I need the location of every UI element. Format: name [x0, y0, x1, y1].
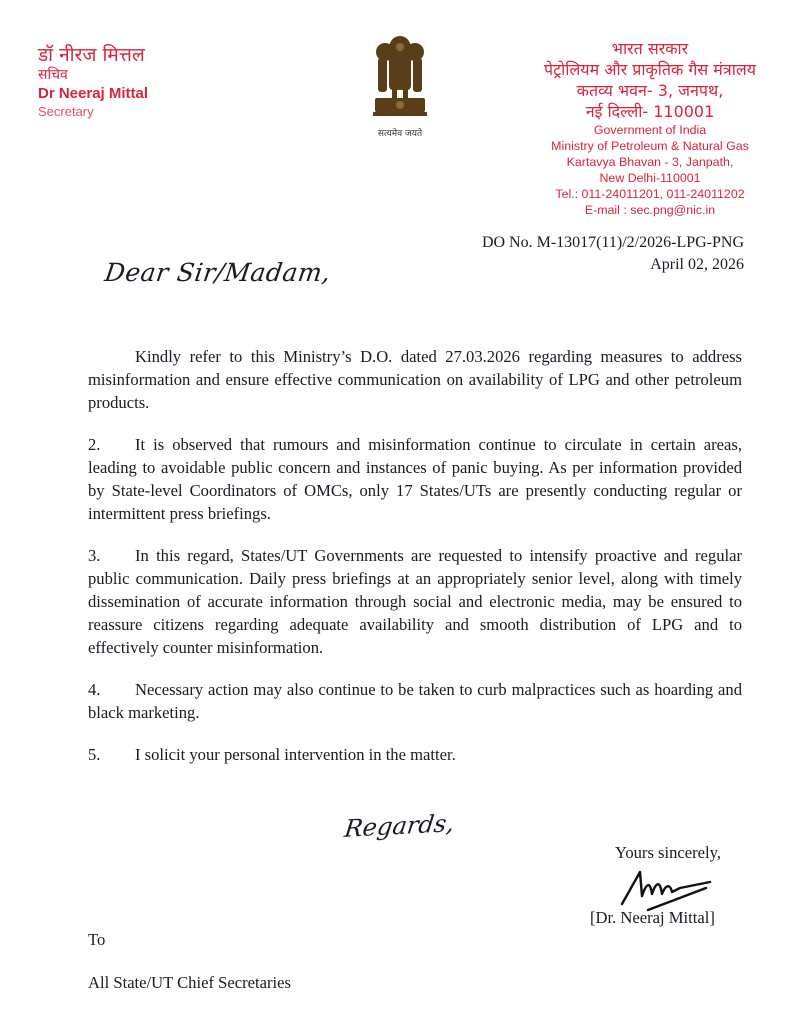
office-english-line: Kartavya Bhavan - 3, Janpath, [566, 155, 734, 169]
sender-name-hindi: डॉ नीरज मित्तल [38, 44, 145, 66]
office-phone: Tel.: 011-24011201, 011-24011202 [555, 187, 745, 201]
office-hindi-line: कतव्य भवन- 3, जनपथ, [576, 81, 724, 100]
office-english-line: Ministry of Petroleum & Natural Gas [551, 139, 749, 153]
letter-date: April 02, 2026 [650, 256, 744, 273]
paragraph-number: 2. [88, 435, 101, 454]
office-english-line: Government of India [593, 123, 707, 137]
national-emblem-lion-capital-icon [370, 32, 430, 124]
paragraph-number: 5. [88, 745, 101, 764]
paragraph-2 [88, 433, 742, 525]
paragraph-4 [88, 678, 742, 724]
letter-body [88, 345, 742, 785]
office-hindi-line: भारत सरकार [611, 39, 689, 58]
regards-handwritten: Regards, [342, 809, 456, 843]
office-hindi-line: पेट्रोलियम और प्राकृतिक गैस मंत्रालय [544, 60, 756, 79]
office-address-block [512, 38, 788, 218]
paragraph-text: Kindly refer to this Ministry’s D.O. dated 27.03.2026 regarding measures to address misinformation and ensure effective communication on availability of LPG and other petroleum products. [88, 347, 742, 412]
sender-block [38, 44, 148, 120]
office-english-line: New Delhi-110001 [599, 171, 701, 185]
paragraph-text: I solicit your personal intervention in the matter. [135, 745, 456, 764]
emblem-block [362, 32, 438, 139]
recipient: All State/UT Chief Secretaries [88, 973, 291, 992]
office-email: E-mail : sec.png@nic.in [584, 203, 716, 217]
sender-name-english: Dr Neeraj Mittal [38, 85, 149, 102]
paragraph-text: In this regard, States/UT Governments are requested to intensify proactive and regular public communication. Daily press briefings at an appropriately senior level, along with timely dissemination of accurate information through social and electronic media, may be ensured to reassure citizens regarding adequate availability and smooth distribution of LPG and to effectively counter misinformation. [88, 546, 742, 657]
office-hindi-line: नई दिल्ली- 110001 [585, 102, 715, 121]
sender-title-hindi: सचिव [38, 67, 68, 83]
paragraph-text: Necessary action may also continue to be taken to curb malpractices such as hoarding and black marketing. [88, 680, 742, 722]
signatory-name: [Dr. Neeraj Mittal] [590, 908, 715, 927]
paragraph-number: 4. [88, 680, 101, 699]
salutation-handwritten: Dear Sir/Madam, [102, 258, 333, 287]
reference-block [482, 232, 744, 276]
paragraph-number: 3. [88, 546, 101, 565]
paragraph-5 [88, 743, 742, 766]
paragraph-text: It is observed that rumours and misinformation continue to circulate in certain areas, leading to avoidable public concern and instances of panic buying. As per information provided by State-level Coordinators of OMCs, only 17 States/UTs are presently conducting regular or intermittent press briefings. [88, 435, 742, 523]
paragraph-1 [88, 345, 742, 414]
emblem-motto: सत्यमेव जयते [377, 129, 423, 139]
sign-off: Yours sincerely, [615, 843, 722, 862]
do-number: DO No. M-13017(11)/2/2026-LPG-PNG [481, 234, 744, 251]
sender-title-english: Secretary [38, 104, 94, 119]
paragraph-3 [88, 544, 742, 659]
to-label: To [88, 930, 106, 949]
